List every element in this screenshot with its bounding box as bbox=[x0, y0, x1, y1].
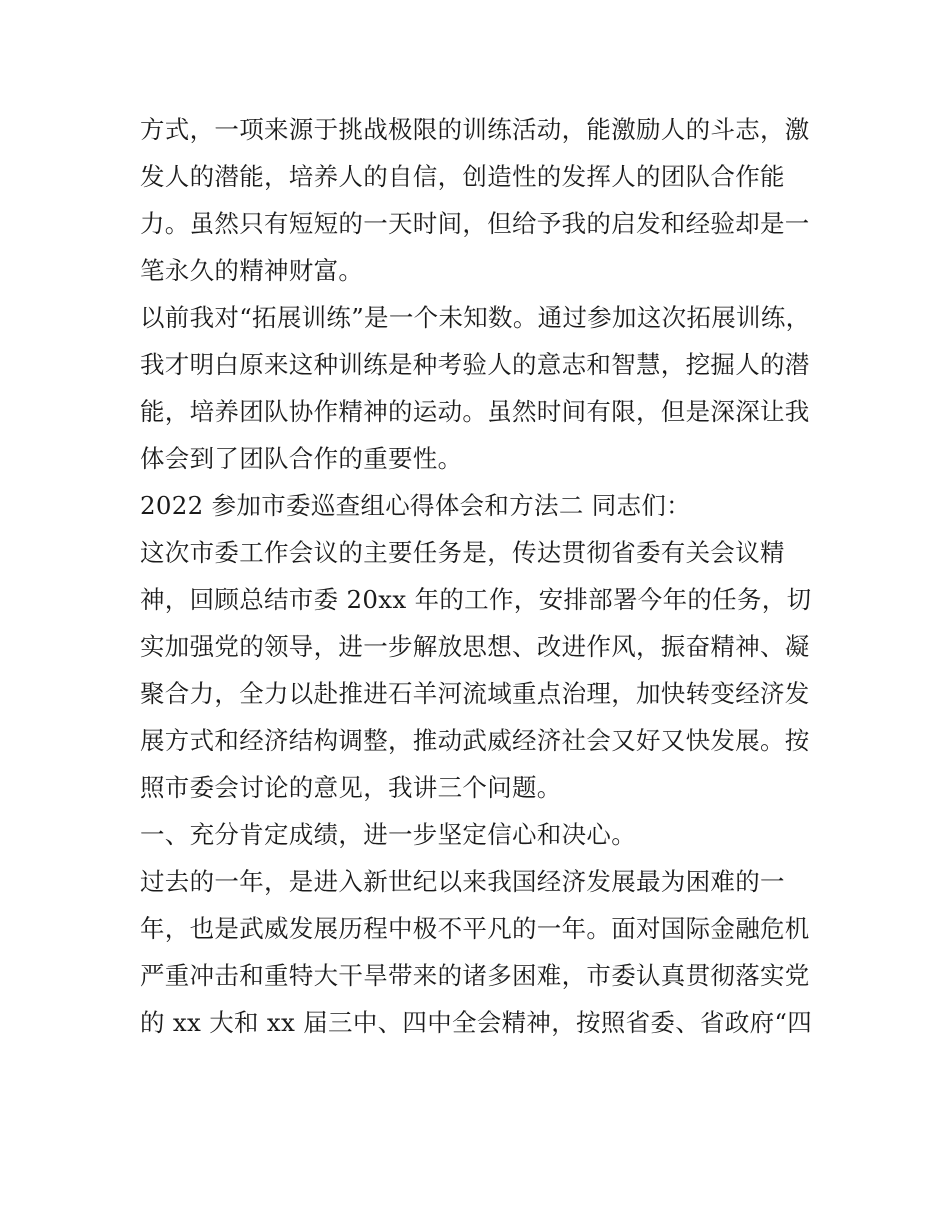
text-line: 方式，一项来源于挑战极限的训练活动，能激励人的斗志，激 bbox=[140, 115, 810, 144]
text-line: 发人的潜能，培养人的自信，创造性的发挥人的团队合作能 bbox=[140, 162, 785, 191]
document-body bbox=[140, 106, 820, 1046]
text-line: 力。虽然只有短短的一天时间，但给予我的启发和经验却是一 bbox=[140, 209, 810, 238]
text-line: 笔永久的精神财富。 bbox=[140, 256, 364, 285]
text-line: 聚合力，全力以赴推进石羊河流域重点治理，加快转变经济发 bbox=[140, 679, 810, 708]
text-line: 体会到了团队合作的重要性。 bbox=[140, 444, 463, 473]
section-heading: 一、充分肯定成绩，进一步坚定信心和决心。 bbox=[140, 820, 636, 849]
text-line: 实加强党的领导，进一步解放思想、改进作风，振奋精神、凝 bbox=[140, 632, 810, 661]
section-heading: 2022 参加市委巡查组心得体会和方法二 同志们： bbox=[140, 491, 691, 520]
text-line: 年，也是武威发展历程中极不平凡的一年。面对国际金融危机 bbox=[140, 914, 810, 943]
text-line: 这次市委工作会议的主要任务是，传达贯彻省委有关会议精 bbox=[140, 538, 785, 567]
text-line: 以前我对“拓展训练”是一个未知数。通过参加这次拓展训练， bbox=[140, 303, 811, 332]
text-line: 照市委会讨论的意见，我讲三个问题。 bbox=[140, 773, 562, 802]
text-line: 过去的一年，是进入新世纪以来我国经济发展最为困难的一 bbox=[140, 867, 785, 896]
text-line: 严重冲击和重特大干旱带来的诸多困难，市委认真贯彻落实党 bbox=[140, 961, 810, 990]
text-line: 神，回顾总结市委 20xx 年的工作，安排部署今年的任务，切 bbox=[140, 585, 812, 614]
text-line: 我才明白原来这种训练是种考验人的意志和智慧，挖掘人的潜 bbox=[140, 350, 810, 379]
text-line: 的 xx 大和 xx 届三中、四中全会精神，按照省委、省政府“四 bbox=[140, 1008, 813, 1037]
text-line: 展方式和经济结构调整，推动武威经济社会又好又快发展。按 bbox=[140, 726, 810, 755]
text-line: 能，培养团队协作精神的运动。虽然时间有限，但是深深让我 bbox=[140, 397, 810, 426]
